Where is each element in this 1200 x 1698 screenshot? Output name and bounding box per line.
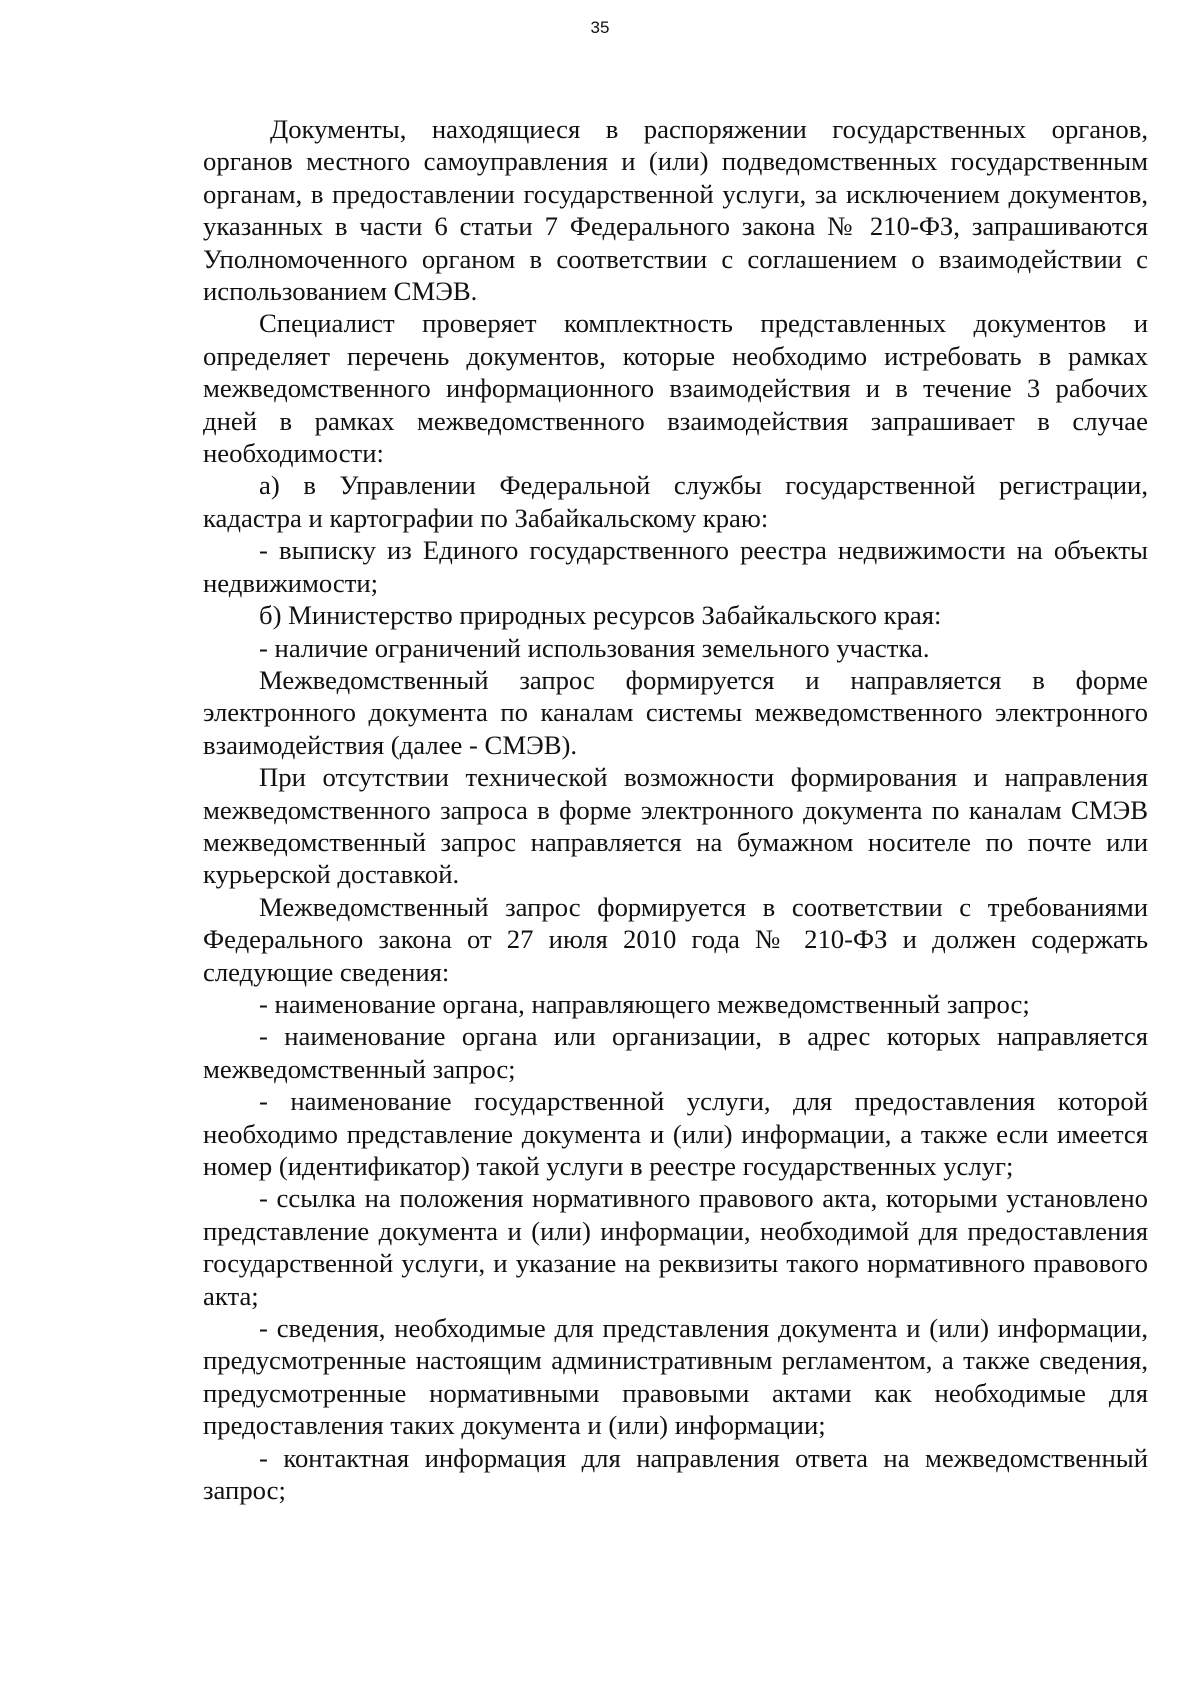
list-item: - наименование государственной услуги, для предоставления которой необходимо представление документа и (или) информации, а также если имеется номер (идентификатор) такой услуги в реестре государственных услуг; bbox=[203, 1086, 1148, 1181]
paragraph: Специалист проверяет комплектность представленных документов и определяет перечень документов, которые необходимо истребовать в рамках межведомственного информационного взаимодействия и в течение 3 рабочих дней в рамках межведомственного взаимодействия запрашивает в случае необходимости: bbox=[203, 308, 1148, 469]
paragraph: При отсутствии технической возможности формирования и направления межведомственного запроса в форме электронного документа по каналам СМЭВ межведомственный запрос направляется на бумажном носителе по почте или курьерской доставкой. bbox=[203, 762, 1148, 890]
paragraph: Межведомственный запрос формируется и направляется в форме электронного документа по каналам системы межведомственного электронного взаимодействия (далее - СМЭВ). bbox=[203, 664, 1148, 760]
list-item: - сведения, необходимые для представления документа и (или) информации, предусмотренные настоящим административным регламентом, а также сведения, предусмотренные нормативными правовыми актами как необходимые для предоставления таких документа и (или) информации; bbox=[203, 1313, 1148, 1441]
list-item: - выписку из Единого государственного реестра недвижимости на объекты недвижимости; bbox=[203, 535, 1148, 598]
list-item: - ссылка на положения нормативного правового акта, которыми установлено представление документа и (или) информации, необходимой для предоставления государственной услуги, и указание на реквизиты такого нормативного правового акта; bbox=[203, 1183, 1148, 1311]
paragraph: б) Министерство природных ресурсов Забайкальского края: bbox=[259, 600, 942, 631]
page-number: 35 bbox=[590, 18, 610, 37]
list-item: - наименование органа или организации, в адрес которых направляется межведомственный запрос; bbox=[203, 1021, 1148, 1084]
list-item: - наименование органа, направляющего межведомственный запрос; bbox=[259, 988, 1030, 1019]
list-item: - наличие ограничений использования земельного участка. bbox=[259, 632, 930, 663]
paragraph: а) в Управлении Федеральной службы государственной регистрации, кадастра и картографии по Забайкальскому краю: bbox=[203, 470, 1148, 533]
paragraph: Межведомственный запрос формируется в соответствии с требованиями Федерального закона от 27 июля 2010 года № 210-ФЗ и должен содержать следующие сведения: bbox=[203, 891, 1148, 987]
paragraph: Документы, находящиеся в распоряжении государственных органов, органов местного самоуправления и (или) подведомственных государственным органам, в предоставлении государственной услуги, за исключением документов, указанных в части 6 статьи 7 Федерального закона № 210-ФЗ, запрашиваются Уполномоченного органом в соответствии с соглашением о взаимодействии с использованием СМЭВ. bbox=[203, 114, 1148, 307]
list-item: - контактная информация для направления ответа на межведомственный запрос; bbox=[203, 1442, 1148, 1506]
document-body bbox=[203, 113, 1148, 1506]
